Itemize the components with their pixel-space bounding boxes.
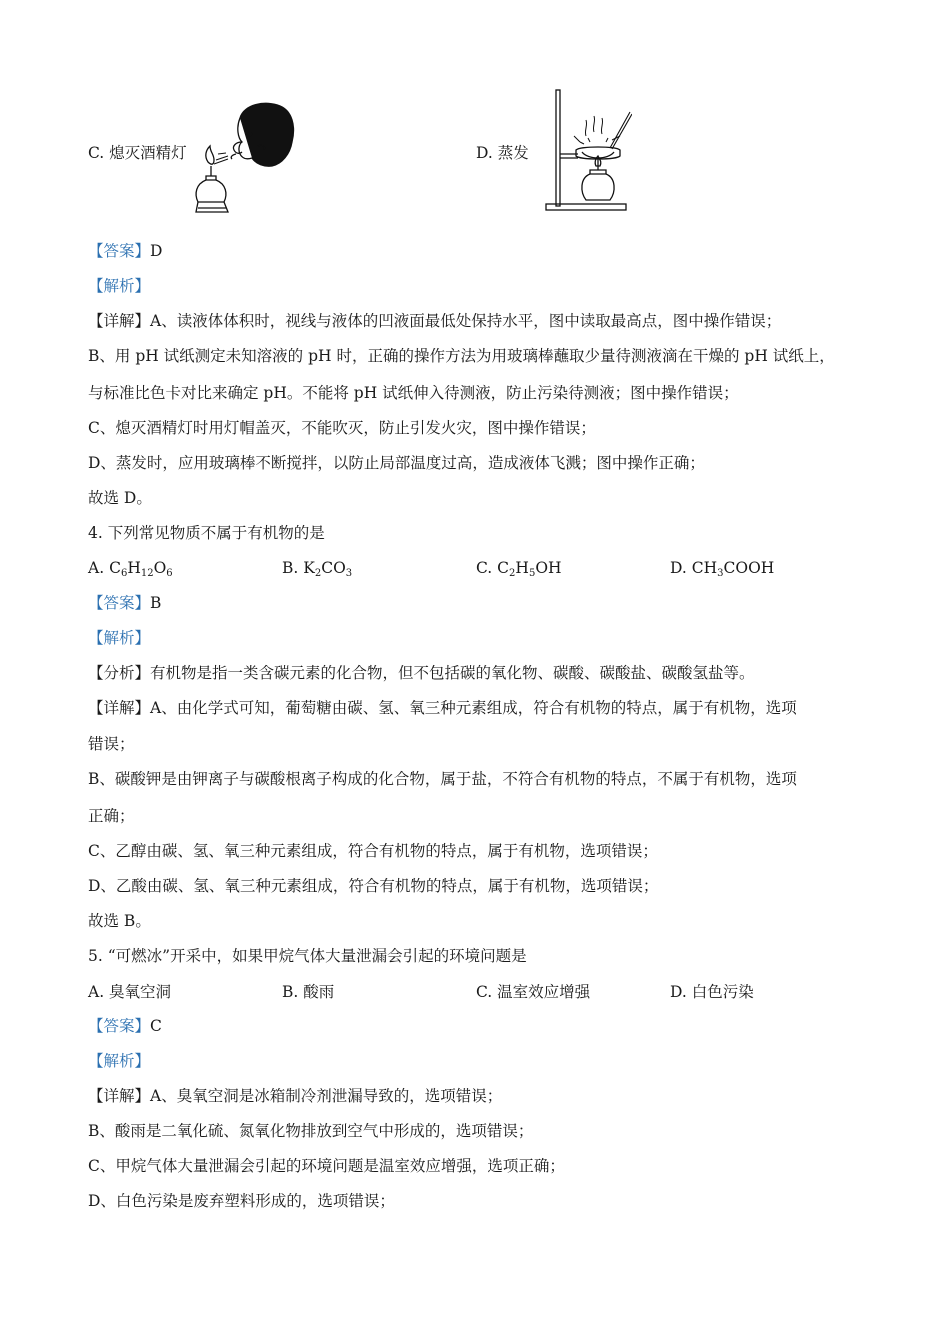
answer-tag: 【答案】 (88, 242, 151, 260)
detail-tag: 【详解】 (88, 312, 151, 330)
option-d-label: D. 蒸发 (476, 144, 529, 162)
conclusion-line: 故选 B。 (88, 912, 151, 930)
detail-line: B、用 pH 试纸测定未知溶液的 pH 时，正确的操作方法为用玻璃棒蘸取少量待测液滴在干燥的 pH 试纸上， (88, 347, 835, 365)
detail-line: B、酸雨是二氧化硫、氮氧化物排放到空气中形成的，选项错误； (88, 1122, 534, 1140)
analysis-heading-q5: 【解析】 (88, 1052, 151, 1070)
detail-line: 【详解】A、由化学式可知，葡萄糖由碳、氢、氧三种元素组成，符合有机物的特点，属于有机物，选项 (88, 699, 797, 717)
detail-line: 【详解】A、臭氧空洞是冰箱制冷剂泄漏导致的，选项错误； (88, 1087, 503, 1105)
evaporation-apparatus-illustration (540, 86, 632, 214)
answer-line-q4: 【答案】B (88, 594, 162, 612)
detail-line: C、熄灭酒精灯时用灯帽盖灭，不能吹灭，防止引发火灾，图中操作错误； (88, 419, 596, 437)
q4-option-b: B. $K_2CO_3$ (282, 559, 353, 579)
detail-line: 【详解】A、读液体体积时，视线与液体的凹液面最低处保持水平，图中读取最高点，图中操作错误； (88, 312, 782, 330)
q5-option-d: D. 白色污染 (670, 983, 754, 1001)
q5-option-a: A. 臭氧空洞 (88, 983, 172, 1001)
q4-option-c: C. $C_2H_5OH$ (476, 559, 562, 579)
option-c-label: C. 熄灭酒精灯 (88, 144, 187, 162)
q4-option-d: D. $CH_3COOH$ (670, 559, 775, 579)
analysis-line-q4: 【分析】有机物是指一类含碳元素的化合物，但不包括碳的氧化物、碳酸、碳酸盐、碳酸氢盐等。 (88, 664, 755, 682)
answer-line-q3 (88, 241, 162, 261)
analysis-heading-q3: 【解析】 (88, 277, 151, 295)
q5-option-c: C. 温室效应增强 (476, 983, 591, 1001)
q4-option-a: A. $C_6H_{12}O_6$ (88, 559, 173, 579)
conclusion-line: 故选 D。 (88, 489, 152, 507)
detail-line: D、白色污染是废弃塑料形成的，选项错误； (88, 1192, 395, 1210)
detail-line: C、甲烷气体大量泄漏会引起的环境问题是温室效应增强，选项正确； (88, 1157, 565, 1175)
answer-line-q5: 【答案】C (88, 1017, 162, 1035)
question-4-title: 4. 下列常见物质不属于有机物的是 (88, 524, 325, 542)
detail-line: C、乙醇由碳、氢、氧三种元素组成，符合有机物的特点，属于有机物，选项错误； (88, 842, 658, 860)
detail-line: D、乙酸由碳、氢、氧三种元素组成，符合有机物的特点，属于有机物，选项错误； (88, 877, 659, 895)
detail-line: 错误； (88, 735, 135, 753)
q5-option-b: B. 酸雨 (282, 983, 335, 1001)
question-5-title: 5. “可燃冰”开采中，如果甲烷气体大量泄漏会引起的环境问题是 (88, 947, 527, 965)
analysis-heading-q4: 【解析】 (88, 629, 151, 647)
detail-line: 正确； (88, 807, 135, 825)
detail-line: 与标准比色卡对比来确定 pH。不能将 pH 试纸伸入待测液，防止污染待测液；图中操作错误； (88, 384, 739, 402)
blowing-out-alcohol-lamp-illustration (192, 98, 302, 218)
detail-line: D、蒸发时，应用玻璃棒不断搅拌，以防止局部温度过高，造成液体飞溅；图中操作正确； (88, 454, 705, 472)
detail-line: B、碳酸钾是由钾离子与碳酸根离子构成的化合物，属于盐，不符合有机物的特点，不属于有机物，选项 (88, 770, 797, 788)
answer-value: D (150, 242, 163, 260)
